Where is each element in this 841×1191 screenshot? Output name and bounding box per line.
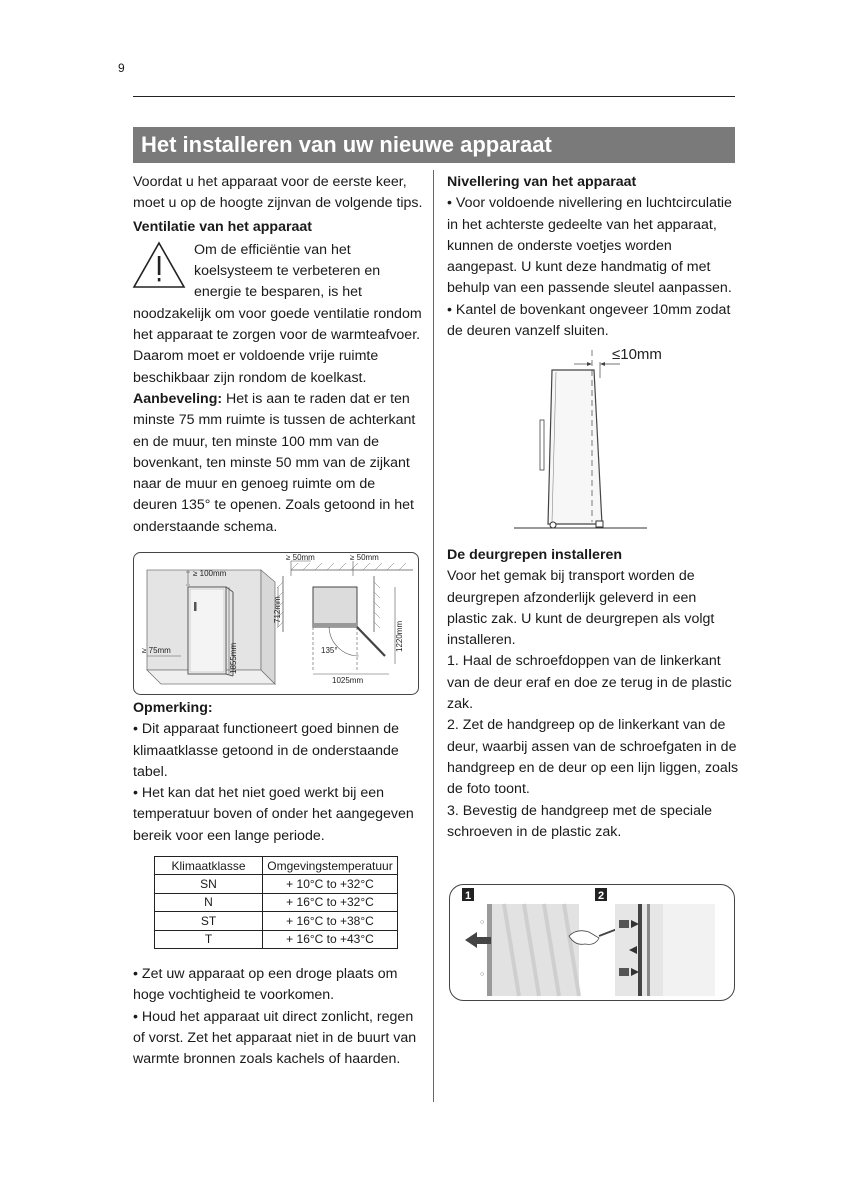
table-header: Klimaatklasse (155, 857, 263, 875)
table-header: Omgevingstemperatuur (263, 857, 398, 875)
table-cell: ST (155, 912, 263, 930)
width-open-label: 1025mm (332, 676, 364, 685)
table-row (155, 893, 398, 911)
handles-step-3: 3. Bevestig de handgreep met de speciale schroeven in de plastic zak. (447, 802, 713, 840)
height-label: 1855mm (229, 642, 238, 674)
table-row (155, 875, 398, 893)
figure-step-1-label: 1 (465, 890, 472, 902)
handles-heading: De deurgrepen installeren (447, 547, 623, 563)
angle-label: 135° (321, 646, 338, 655)
back-gap-label: ≥ 75mm (142, 646, 171, 655)
tilt-label: ≤10mm (612, 346, 662, 363)
svg-text:○: ○ (480, 919, 485, 926)
leveling-heading: Nivellering van het apparaat (447, 174, 637, 190)
handle-install-figure (449, 884, 735, 1002)
note-bullet-2: • Het kan dat het niet goed werkt bij een temperatuur boven of onder het aangegeven bereik voor een lange periode. (133, 785, 414, 844)
handles-intro: Voor het gemak bij transport worden de deurgrepen afzonderlijk geleverd in een plastic zak. U kunt de deurgrepen als volgt installeren. (447, 568, 715, 649)
table-row (155, 930, 398, 948)
leveling-bullet-2: • Kantel de bovenkant ongeveer 10mm zodat de deuren vanzelf sluiten. (447, 301, 731, 340)
handles-step-1: 1. Haal de schroefdoppen van de linkerkant van de deur eraf en doe ze terug in de plastic zak. (447, 653, 732, 713)
table-cell: + 16°C to +43°C (263, 930, 398, 948)
table-cell: N (155, 893, 263, 911)
recommendation-text: Het is aan te raden dat er ten minste 75 mm ruimte is tussen de achterkant en de muur, ten minste 100 mm van de bovenkant, ten minste 50 mm van de zijkant naar de muur en genoeg ruimte om de deuren 135° te openen. Zoals getoond in het onderstaande schema. (133, 390, 416, 535)
figure-step-2-label: 2 (598, 890, 605, 902)
placement-bullet-2: • Houd het apparaat uit direct zonlicht, regen of vorst. Zet het apparaat niet in de buurt van warmte bronnen zoals kachels of haarden. (133, 1008, 417, 1068)
ventilation-text: noodzakelijk om voor goede ventilatie rondom het apparaat te zorgen voor de warmteafvoer. Daarom moet er voldoende vrije ruimte beschikbaar zijn rondom de koelkast. (133, 305, 422, 386)
svg-text:○: ○ (480, 971, 485, 978)
handles-section (447, 545, 739, 843)
side-left-label: ≥ 50mm (286, 553, 315, 562)
header-rule (133, 96, 735, 97)
recommendation-label: Aanbeveling: (133, 390, 223, 407)
table-cell: SN (155, 875, 263, 893)
ventilation-block (133, 240, 423, 538)
page-title-banner: Het installeren van uw nieuwe apparaat (133, 127, 735, 163)
climate-table (154, 856, 398, 949)
clearance-diagram (133, 552, 419, 695)
recommendation-paragraph (133, 389, 423, 538)
column-divider (433, 170, 434, 1102)
table-cell: + 10°C to +32°C (263, 875, 398, 893)
ventilation-heading: Ventilatie van het apparaat (133, 218, 312, 235)
placement-bullet-1: • Zet uw apparaat op een droge plaats om hoge vochtigheid te voorkomen. (133, 966, 398, 1004)
depth-label: 712mm (273, 596, 282, 623)
table-header-row (155, 857, 398, 875)
note-section (133, 698, 423, 847)
top-gap-label: ≥ 100mm (193, 569, 227, 578)
left-column-top (133, 172, 423, 538)
side-right-label: ≥ 50mm (350, 553, 379, 562)
placement-section (133, 964, 423, 1070)
table-cell: + 16°C to +38°C (263, 912, 398, 930)
depth-open-label: 1220mm (395, 620, 404, 652)
leveling-section (447, 172, 739, 342)
ventilation-line-1: Om de efficiëntie van het (194, 241, 351, 258)
ventilation-line-2: koelsysteem te verbeteren en (194, 263, 381, 280)
table-row (155, 912, 398, 930)
ventilation-line-3: energie te besparen, is het (194, 284, 362, 301)
note-heading: Opmerking: (133, 700, 213, 716)
note-bullet-1: • Dit apparaat functioneert goed binnen de klimaatklasse getoond in de onderstaande tabel. (133, 721, 400, 780)
table-cell: + 16°C to +32°C (263, 893, 398, 911)
table-cell: T (155, 930, 263, 948)
page-number: 9 (118, 61, 125, 75)
handles-step-2: 2. Zet de handgreep op de linkerkant van de deur, waarbij assen van de schroefgaten in de handgreep en de deur op een lijn liggen, zoals de foto toont. (447, 717, 739, 798)
tilt-diagram (512, 342, 702, 537)
leveling-bullet-1: • Voor voldoende nivellering en luchtcirculatie in het achterste gedeelte van het apparaat, kunnen de onderste voetjes worden aangepast. U kunt deze handmatig of met behulp van een passende sleutel aanpassen. (447, 195, 732, 297)
warning-icon (131, 240, 187, 290)
intro-text: Voordat u het apparaat voor de eerste keer, moet u op de hoogte zijnvan de volgende tips. (133, 174, 423, 212)
